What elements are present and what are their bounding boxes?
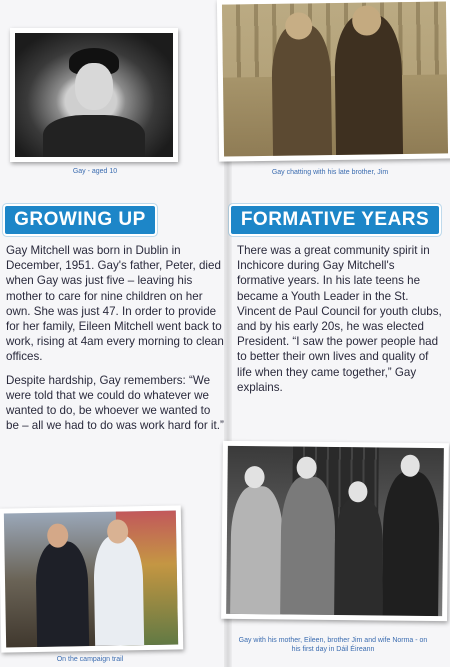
formative-years-text	[237, 243, 443, 403]
formative-years-paragraph-1: There was a great community spirit in Inchicore during Gay Mitchell's formative years. In his late teens he became a Youth Leader in the St. Vincent de Paul Council for youth clubs, and by his early 20s, he was elected President. “I saw the power people had to better their own lives and quality of life when they came together,” Gay explains.	[237, 244, 442, 394]
photo-caption: Gay chatting with his late brother, Jim	[271, 169, 389, 176]
section-heading-growing-up: GROWING UP	[5, 206, 155, 234]
photo-campaign-trail	[0, 505, 183, 652]
photo-caption: Gay with his mother, Eileen, brother Jim and wife Norma - on his first day in Dáil Éireann	[238, 637, 428, 653]
growing-up-paragraph-2: Despite hardship, Gay remembers: “We were told that we could do whatever we wanted to do, be whoever we wanted to be – all we had to do was work hard for it.”	[6, 373, 224, 433]
growing-up-paragraph-1: Gay Mitchell was born in Dublin in December, 1951. Gay's father, Peter, died when Gay was just five – leaving his mother to care for nine children on her own. She was just 47. In order to provide for her family, Eileen Mitchell went back to work, rising at 4am every morning to clean offices.	[6, 244, 224, 364]
photo-family-dail	[221, 441, 449, 621]
photo-caption: On the campaign trail	[56, 656, 124, 663]
photo-gay-aged-10	[10, 28, 178, 162]
photo-caption: Gay - aged 10	[72, 168, 118, 175]
photo-gay-and-jim	[217, 0, 450, 162]
section-heading-formative-years: FORMATIVE YEARS	[231, 206, 439, 234]
growing-up-text	[6, 243, 224, 441]
